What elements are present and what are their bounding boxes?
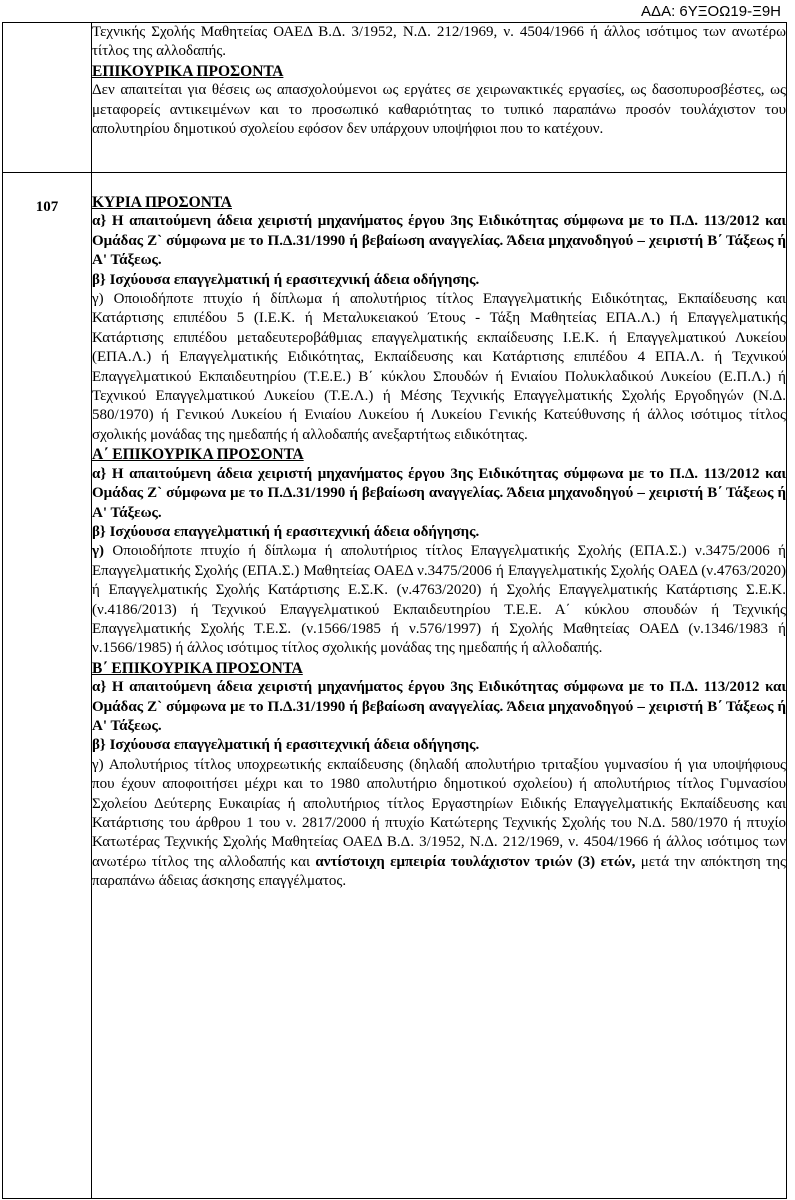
- section-heading: ΕΠΙΚΟΥΡΙΚΑ ΠΡΟΣΟΝΤΑ: [92, 62, 284, 80]
- education-requirement: [92, 756, 786, 892]
- education-requirement: γ) Οποιοδήποτε πτυχίο ή δίπλωμα ή απολυτήριος τίτλος Επαγγελματικής Ειδικότητας, Εκπαίδευσης και Κατάρτισης επιπέδου 5 (Ι.Ε.Κ. ή Μεταλυκειακού Έτους - Τάξη Μαθητείας ΕΠΑ.Λ.) ή Επαγγελματικής Κατάρτισης επιπέδου μεταδευτεροβάθμιας επαγγελματικής εκπαίδευσης Ι.Ε.Κ. ή Επαγγελματικού Λυκείου (ΕΠΑ.Λ.) ή Επαγγελματικής Ειδικότητας, Εκπαίδευσης και Κατάρτισης επιπέδου 4 ΕΠΑ.Λ. ή Τεχνικού Επαγγελματικού Εκπαιδευτηρίου (Τ.Ε.Ε.) Β΄ κύκλου Σπουδών ή Ενιαίου Πολυκλαδικού Λυκείου (Ε.Π.Λ.) ή Τεχνικού Επαγγελματικού Λυκείου (Τ.Ε.Λ.) ή Μέσης Τεχνικής Επαγγελματικής Σχολής Εργοδηγών (Ν.Δ. 580/1970) ή Γενικού Λυκείου ή Ενιαίου Λυκείου ή Λυκείου Γενικής Κατεύθυνσης ή άλλος ισότιμος τίτλος σχολικής μονάδας της ημεδαπής ή αλλοδαπής ανεξαρτήτως ειδικότητας.: [92, 291, 786, 443]
- experience-requirement: αντίστοιχη εμπειρία τουλάχιστον τριών (3) ετών,: [315, 853, 636, 870]
- row-content-cell: [92, 23, 787, 173]
- secondary-b-heading: Β΄ ΕΠΙΚΟΥΡΙΚΑ ΠΡΟΣΟΝΤΑ: [92, 659, 303, 677]
- driving-license-requirement: β} Ισχύουσα επαγγελματική ή ερασιτεχνική άδεια οδήγησης.: [92, 271, 480, 288]
- license-requirement: α} Η απαιτούμενη άδεια χειριστή μηχανήματος έργου 3ης Ειδικότητας σύμφωνα με το Π.Δ. 113/2012 και Ομάδας Ζ` σύμφωνα με το Π.Δ.31/1990 ή βεβαίωση αναγγελίας. Άδεια μηχανοδηγού – χειριστή Β΄ Τάξεως ή Α' Τάξεως.: [92, 213, 786, 269]
- table-row: [3, 173, 787, 1199]
- license-requirement: α} Η απαιτούμενη άδεια χειριστή μηχανήματος έργου 3ης Ειδικότητας σύμφωνα με το Π.Δ. 113/2012 και Ομάδας Ζ` σύμφωνα με το Π.Δ.31/1990 ή βεβαίωση αναγγελίας. Άδεια μηχανοδηγού – χειριστή Β΄ Τάξεως ή Α' Τάξεως.: [92, 465, 786, 521]
- main-qualifications-heading: ΚΥΡΙΑ ΠΡΟΣΟΝΤΑ: [92, 194, 232, 211]
- license-requirement: α} Η απαιτούμενη άδεια χειριστή μηχανήματος έργου 3ης Ειδικότητας σύμφωνα με το Π.Δ. 113/2012 και Ομάδας Ζ` σύμφωνα με το Π.Δ.31/1990 ή βεβαίωση αναγγελίας. Άδεια μηχανοδηγού – χειριστή Β΄ Τάξεως ή Α' Τάξεως.: [92, 679, 786, 734]
- item-label: γ): [92, 543, 105, 560]
- ada-code: ΑΔΑ: 6ΥΞΟΩ19-Ξ9Η: [641, 3, 781, 20]
- driving-license-requirement: β} Ισχύουσα επαγγελματική ή ερασιτεχνική άδεια οδήγησης.: [92, 737, 480, 754]
- section-text: Δεν απαιτείται για θέσεις ως απασχολούμενοι ως εργάτες σε χειρωνακτικές εργασίες, ως δασοπυροσβέστες, ως μεταφορείς αντικειμένων και το προσωπικό καθαριότητας το τυπικό παραπάνω προσόν τουλάχιστον του απολυτηρίου δημοτικού σχολείου εφόσον δεν υπάρχουν υποψήφιοι που το κατέχουν.: [92, 82, 786, 138]
- row-content-cell: [92, 173, 787, 1199]
- table-row: [3, 23, 787, 173]
- secondary-a-heading: Α΄ ΕΠΙΚΟΥΡΙΚΑ ΠΡΟΣΟΝΤΑ: [92, 446, 304, 464]
- education-requirement: [92, 542, 786, 658]
- row-number-cell: [3, 173, 92, 1199]
- intro-text: Τεχνικής Σχολής Μαθητείας ΟΑΕΔ Β.Δ. 3/1952, Ν.Δ. 212/1969, ν. 4504/1966 ή άλλος ισότιμος των ανωτέρω τίτλος της αλλοδαπής.: [92, 24, 786, 60]
- item-text: Οποιοδήποτε πτυχίο ή δίπλωμα ή απολυτήριος τίτλος Επαγγελματικής Σχολής (ΕΠΑ.Σ.) ν.3475/2006 ή Επαγγελματικής Σχολής (ΕΠΑ.Σ.) Μαθητείας ΟΑΕΔ ν.3475/2006 ή Επαγγελματικής Σχολής ΟΑΕΔ (ν.4763/2020) ή Επαγγελματικής Σχολής Κατάρτισης Ε.Σ.Κ. (ν.4763/2020) ή Σχολής Επαγγελματικής Κατάρτισης Σ.Ε.Κ. (ν.4186/2013) ή Τεχνικού Επαγγελματικού Εκπαιδευτηρίου Τ.Ε.Ε. Α΄ κύκλου σπουδών ή Τεχνικής Επαγγελματικής Σχολής Τ.Ε.Σ. (ν.1566/1985 ή ν.576/1997) ή Σχολής Μαθητείας ΟΑΕΔ (ν.1346/1983 ή ν.1566/1985) ή άλλος ισότιμος τίτλος σχολικής μονάδας της ημεδαπής ή αλλοδαπής.: [92, 543, 786, 657]
- row-number-cell: [3, 23, 92, 173]
- qualifications-table: [2, 22, 787, 1199]
- item-text-end: μετά την απόκτηση της παραπάνω άδειας άσκησης επαγγέλματος.: [92, 853, 786, 890]
- driving-license-requirement: β} Ισχύουσα επαγγελματική ή ερασιτεχνική άδεια οδήγησης.: [92, 523, 480, 540]
- row-number: 107: [35, 199, 59, 215]
- item-text: γ) Απολυτήριος τίτλος υποχρεωτικής εκπαίδευσης (δηλαδή απολυτήριο τριταξίου γυμνασίου ή για υποψήφιους που έχουν αποφοιτήσει μέχρι και το 1980 απολυτήριο δημοτικού σχολείου) ή απολυτήριος τίτλος Γυμνασίου Σχολείου Δεύτερης Ευκαιρίας ή απολυτήριος τίτλος Εργαστηρίων Ειδικής Επαγγελματικής Εκπαίδευσης και Κατάρτισης του άρθρου 1 του ν. 2817/2000 ή πτυχίο Κατώτερης Τεχνικής Σχολής του Ν.Δ. 580/1970 ή πτυχίο Κατωτέρας Τεχνικής Σχολής Μαθητείας ΟΑΕΔ Β.Δ. 3/1952, Ν.Δ. 212/1969, ν. 4504/1966 ή άλλος ισότιμος των ανωτέρω τίτλος της αλλοδαπής και: [92, 756, 786, 870]
